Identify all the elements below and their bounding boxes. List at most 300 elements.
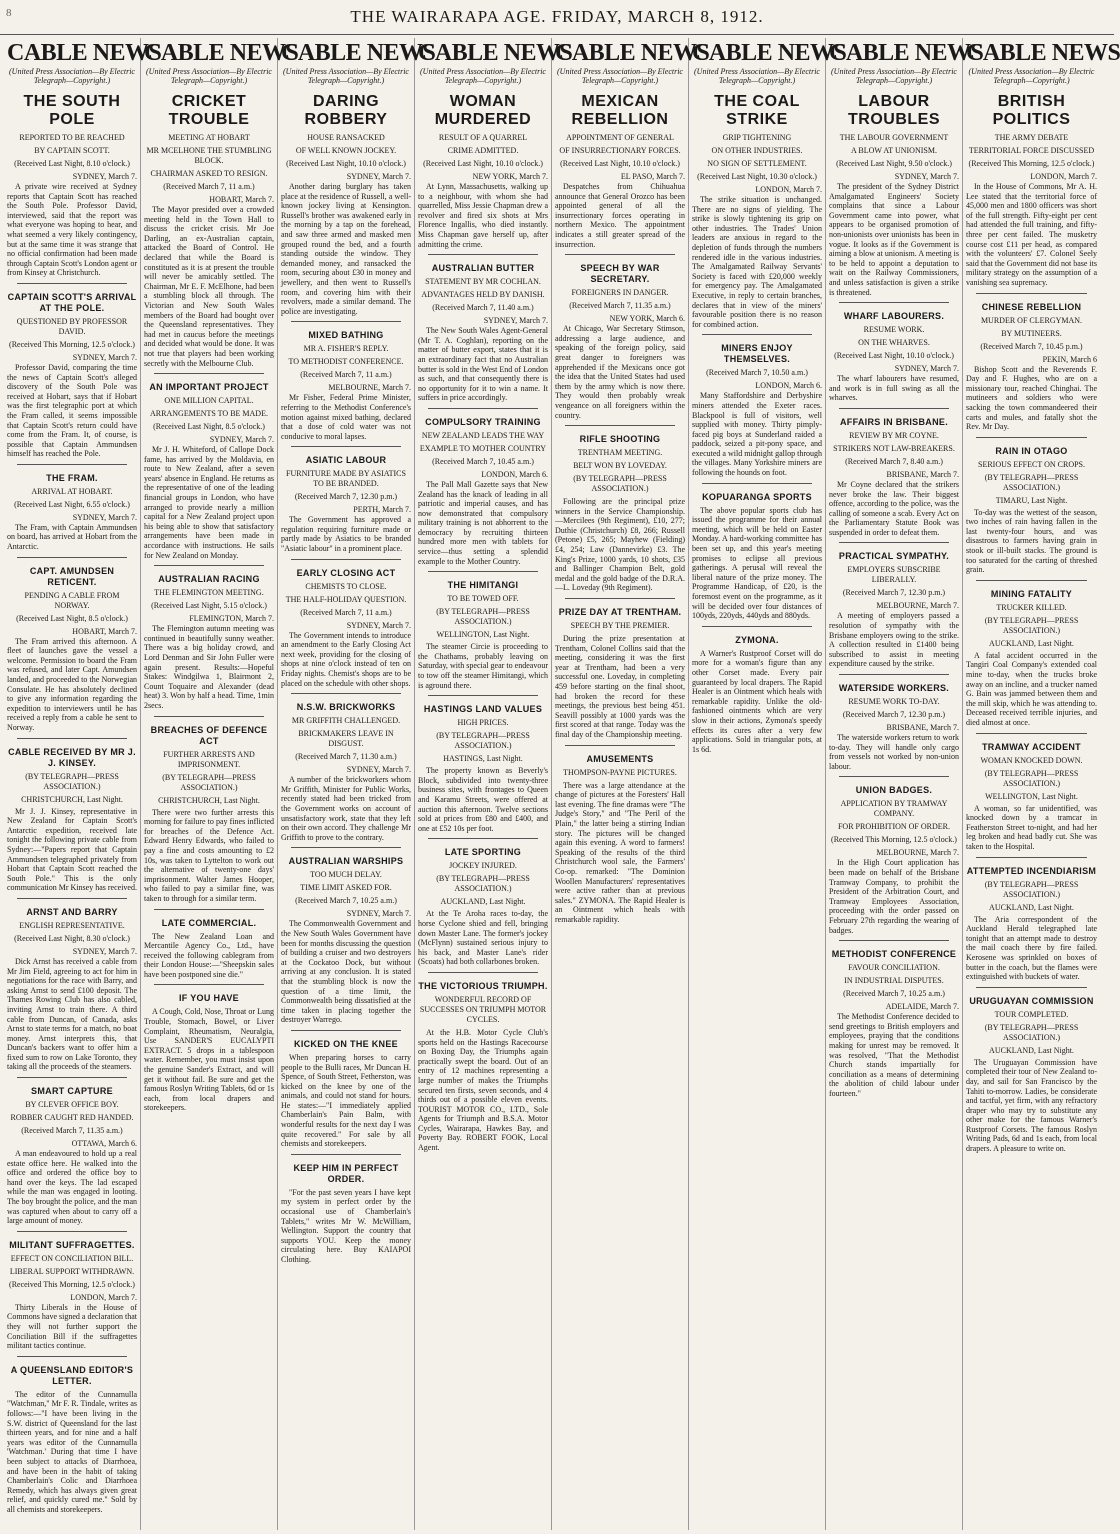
story-headline: CRICKET TROUBLE [168, 93, 250, 128]
story-subheading: MR A. FISHER'S REPLY. [303, 344, 389, 354]
cable-news-title: CABLE NEWS [692, 40, 847, 66]
story-headline: A QUEENSLAND EDITOR'S LETTER. [10, 1364, 134, 1386]
story-divider [839, 674, 949, 675]
cable-news-title: CABLE NEWS [829, 40, 984, 66]
story-subheading: ADVANTAGES HELD BY DANISH. [421, 290, 545, 300]
story-body: There were two further arrests this morning for failure to pay fines inflicted for breaches of the Defence Act. Edward Henry Edwards, who failed to pay a fine and costs amounting to £2 10s, was taken to Lyttelton to work out the alternative of twenty-one days' imprisonment. Walter James Hooper, who failed to pay a similar fine, was taken to through for a similar term. [144, 807, 274, 903]
masthead [0, 0, 1114, 35]
story-body: Following are the principal prize winners in the Service Championship. —Mercilees (9th Regiment), £10, 277; Duthie (Christchurch) £8, 266; Russell (Petone) £5, 265; Mayhew (Fielding) £4, 254; Law (Dannevirke) £3. The King's Prize, 1000 yards, 10 shots, £35 and Ballinger Champion Belt, gold medal and the gold badge of the D.R.A.—L. Loveday (9th Regiment). [555, 497, 685, 593]
dateline: BRISBANE, March 7. [886, 469, 959, 479]
story-body: The New Zealand Loan and Mercantile Agency Co., Ltd., have received the following cablegram from their London House:—"Sheepskin sales have been postponed sine die." [144, 931, 274, 979]
story-headline: METHODIST CONFERENCE [831, 949, 957, 960]
story-body: The Commonwealth Government and the New South Wales Government have been for months discussing the question of building a cruiser and two destroyers at the Cockatoo Dock, but without arriving at any conclusion. It is stated that the stumbling block is now the question of a time limit, the Commonwealth being dissatisfied at the time taken in placing together the destroyer Warrego. [281, 919, 411, 1025]
story-body: In the High Court application has been made on behalf of the Brisbane Tramway Company, to prohibit the President of the Arbitration Court, and Tramway Employees Association, proceeding with the order passed on February 27th regarding the wearing of badges. [829, 858, 959, 935]
dateline: SYDNEY, March 7. [894, 364, 959, 374]
dateline: SYDNEY, March 7. [72, 946, 137, 956]
received-line: (Received Last Night, 8.10 o'clock.) [14, 159, 130, 168]
dateline: LONDON, March 7. [755, 185, 822, 194]
story-body: The strike situation is unchanged. There are no signs of yielding. The strike is slowly tightening its grip on other industries. The Trades' Union leaders are anxious in regard to the depletion of funds through the numbers rendered idle in the various industries. The Amalgamated Railway Servants' Society is faced with £20,000 weekly for emergency pay. The Amalgamated Executive, in reply to certain branches, declares that in view of the miners' favourable position there is no reason for combined action. [692, 195, 822, 329]
story-body: Dick Arnst has received a cable from Mr Jim Field, agreeing to act for him in negotiations for the race with Barry, and asking Arnst to send £100 deposit. The Thames Rowing Club has also cabled, inviting Arnst to train there. A third cable from Duncan, of Canada, asks Arnst to state terms for a match, no boat money. Arnst interprets this, that Duncan's backers want to offer him a fixed sum to row on Lake Toronto, they taking all the proceeds of the steamers. [7, 956, 137, 1072]
story-body: During the prize presentation at Trentham, Colonel Collins said that the meeting, considering it was the first year at Trentham, had been a very successful one. Loveday, in completing 459 before starting on the final shoot, had broken the record for these meetings, the previous best being 451. Seavill possibly at 1000 yards was the first scored at that range. Today was the final day of the Championship meeting. [555, 634, 685, 739]
dateline: EL PASO, March 7. [620, 172, 685, 181]
story-headline: THE FRAM. [46, 472, 98, 483]
story-divider [291, 321, 401, 322]
column-1 [4, 38, 162, 1530]
story-body: Mr Fisher, Federal Prime Minister, referring to the Methodist Conference's motion against mixed bathing, declared that a dose of cold water was not conducive to moral lapses. [281, 393, 411, 441]
story-body: When preparing horses to carry people to the Bulli races, Mr Duncan H. Spence, of South Street, Fetherston, was kicked on the knee by one of the animals, and could not stand for hours. He states:—"I immediately applied Chamberlain's Pain Balm, with wonderful results for the next day I was quite recovered." For sale by all chemists and storekeepers. [281, 1052, 411, 1149]
story-body: The steamer Circie is proceeding to the Chathams, probably leaving on Saturday, with special gear to endeavour to tow off the steamer Himitangi, which is aground there. [418, 642, 548, 690]
story-headline: N.S.W. BRICKWORKS [296, 702, 396, 713]
story-headline: CAPTAIN SCOTT'S ARRIVAL AT THE POLE. [7, 291, 137, 313]
story-subheading: ON THE WHARVES. [858, 338, 930, 348]
story-subheading: RESULT OF A QUARREL [438, 133, 528, 142]
story-headline: PRACTICAL SYMPATHY. [838, 551, 950, 562]
story-headline: AUSTRALIAN WARSHIPS [288, 856, 404, 867]
story-body: The wharf labourers have resumed, and work is in full swing as all the wharves. [829, 374, 959, 403]
story-divider [702, 626, 812, 627]
story-subheading: (BY TELEGRAPH—PRESS ASSOCIATION.) [436, 731, 530, 751]
cable-news-title: CABLE NEWS [555, 40, 710, 66]
story-body: At Lynn, Massachusetts, walking up to a neighbour, with whom she had quarrelled, Miss Jessie Chapman drew a revolver and fired six shots at Mrs Florence Ingallis, who died instantly. Miss Chapman gave herself up, after admitting the crime. [418, 182, 548, 249]
story-body: The Aria correspondent of the Auckland Herald telegraphed late tonight that an attempt made to destroy the mail coach there by fire failed. Kerosene was sprinkled on boxes of butter in the coach, but the flames were extinguished with buckets of water. [966, 914, 1097, 982]
story-subheading: TRENTHAM MEETING. [577, 448, 663, 458]
story-body: A number of the brickworkers whom Mr Griffith, Minister for Public Works, recently stated had been tricked from the Government works on account of unsatisfactory work, state that they left on their own accord. They challenge Mr Griffith to prove to the contrary. [281, 775, 411, 842]
story-divider [291, 446, 401, 447]
received-line: CHRISTCHURCH, Last Night. [158, 795, 260, 805]
received-line: (Received March 7, 10.50 a.m.) [706, 368, 808, 378]
story-headline: MINERS ENJOY THEMSELVES. [721, 343, 793, 365]
story-headline: TRAMWAY ACCIDENT [982, 741, 1081, 752]
story-body: A man endeavoured to hold up a real estate office here. He walked into the office and ordered the office boy to hand over the keys. The lad escaped while the man was engaged in looting. The boy brought the police, and the man was captured when about to carry off a large amount of money. [7, 1149, 137, 1226]
received-line: (Received This Morning, 12.5 o'clock.) [9, 1279, 135, 1289]
story-subheading: RESUME WORK TO-DAY. [848, 697, 940, 707]
story-subheading: TO BE TOWED OFF. [447, 594, 519, 604]
story-headline: MINING FATALITY [990, 588, 1073, 599]
dateline: MELBOURNE, March 7. [876, 601, 959, 611]
story-subheading: REPORTED TO BE REACHED [19, 133, 125, 142]
received-line: TIMARU, Last Night. [995, 495, 1068, 505]
story-divider [976, 293, 1087, 294]
story-divider [17, 464, 127, 465]
story-headline: ASIATIC LABOUR [305, 455, 387, 466]
story-divider [976, 857, 1087, 858]
story-headline: AUSTRALIAN BUTTER [431, 263, 535, 274]
received-line: (Received March 7, 10.45 p.m.) [980, 341, 1083, 351]
story-divider [291, 559, 401, 560]
received-line: (Received This Morning, 12.5 o'clock.) [831, 835, 957, 845]
received-line: (Received March 7, 11 a.m.) [300, 370, 392, 380]
story-subheading: EFFECT ON CONCILIATION BILL. [10, 1253, 134, 1263]
story-subheading: JOCKEY INJURED. [449, 861, 517, 871]
story-body: The Methodist Conference decided to send greetings to British employers and employees, praying that the conditions making for unrest may be removed. It was resolved, "That the Methodist Church stands impartially for conciliation as a means of determining the abolition of child labour under fourteen." [829, 1012, 959, 1098]
story-headline: BRITISH POLITICS [992, 93, 1071, 128]
story-subheading: WOMAN KNOCKED DOWN. [980, 755, 1083, 765]
story-headline: MILITANT SUFFRAGETTES. [9, 1239, 135, 1250]
story-headline: KOPUARANGA SPORTS [702, 491, 812, 502]
received-line: (Received Last Night, 9.50 o'clock.) [836, 159, 952, 168]
story-headline: WOMAN MURDERED [434, 93, 532, 128]
story-subheading: TO METHODIST CONFERENCE. [288, 357, 404, 367]
story-subheading: FOR PROHIBITION OF ORDER. [837, 822, 950, 832]
cable-news-title: CABLE NEWS [281, 40, 436, 66]
story-subheading: CRIME ADMITTED. [447, 146, 519, 155]
received-line: (Received Last Night, 10.10 o'clock.) [423, 159, 543, 168]
story-headline: EARLY CLOSING ACT [296, 567, 396, 578]
press-attribution: (United Press Association—By Electric Telegraph—Copyright.) [146, 67, 272, 85]
dateline: HOBART, March 7. [209, 195, 274, 204]
received-line: (Received Last Night, 10.10 o'clock.) [286, 159, 406, 168]
story-body: The Flemington autumn meeting was continued in beautifully sunny weather. There was a big holiday crowd, and Lord Denman and Sir John Fuller were again present. Results:—Hopeful Stakes: Windgilwa 1, Blairmont 2, Count Toquaire and Alexander (dead heat) 3. Won by half a head. Time, 1min 2secs. [144, 624, 274, 710]
story-headline: LATE COMMERCIAL. [161, 917, 257, 928]
dateline: FLEMINGTON, March 7. [189, 614, 274, 624]
story-subheading: A BLOW AT UNIONISM. [851, 146, 937, 155]
story-divider [565, 745, 675, 746]
received-line: (Received Last Night, 10.10 o'clock.) [834, 351, 954, 361]
story-subheading: IN INDUSTRIAL DISPUTES. [844, 976, 944, 986]
received-line: (Received March 7, 11.35 a.m.) [569, 301, 671, 311]
press-attribution: (United Press Association—By Electric Telegraph—Copyright.) [283, 67, 409, 85]
story-subheading: (BY TELEGRAPH—PRESS ASSOCIATION.) [436, 607, 530, 627]
story-subheading: THE ARMY DEBATE [994, 133, 1069, 142]
story-headline: AN IMPORTANT PROJECT [149, 382, 269, 393]
received-line: (Received March 7, 11.40 a.m.) [432, 303, 534, 313]
column-6 [689, 38, 847, 1530]
story-subheading: OF WELL KNOWN JOCKEY. [295, 146, 397, 155]
dateline: SYDNEY, March 7. [209, 435, 274, 445]
story-divider [565, 425, 675, 426]
received-line: AUCKLAND, Last Night. [440, 897, 526, 907]
story-divider [976, 733, 1087, 734]
story-subheading: MEETING AT HOBART [168, 133, 250, 142]
story-subheading: TOO MUCH DELAY. [310, 870, 382, 880]
story-subheading: QUESTIONED BY PROFESSOR DAVID. [16, 316, 128, 336]
received-line: (Received This Morning, 12.5 o'clock.) [9, 339, 135, 349]
story-subheading: STATEMENT BY MR COCHLAN. [425, 277, 541, 287]
story-headline: THE HIMITANGI [447, 580, 519, 591]
story-divider [17, 898, 127, 899]
press-attribution: (United Press Association—By Electric Telegraph—Copyright.) [9, 67, 135, 85]
dateline: OTTAWA, March 6. [71, 1139, 137, 1149]
story-headline: MEXICAN REBELLION [571, 93, 669, 128]
story-body: The Uruguayan Commission have completed their tour of New Zealand to-day, and sail for San Francisco by the Tahiti to-morrow. Ladies, be considerate and tactful, yet firm, with any refractory draper who may try to substitute any other make for the famous Warner's Rustproof Corsets. The famous Roslyn Writing Pads, 6d and 1s each, from local drapers. A pleasure to write on. [966, 1057, 1097, 1154]
story-divider [565, 254, 675, 255]
story-headline: IF YOU HAVE [179, 993, 239, 1004]
received-line: (Received Last Night, 8.5 o'clock.) [16, 613, 128, 623]
dateline: LONDON, March 7. [70, 1292, 137, 1302]
story-body: Professor David, comparing the time the news of Captain Scott's alleged discovery of the South Pole was received at Hobart, says that if Hobart was the first telegraphic port at which the Fram called, it seems impossible that Captain Scott's return could have come from the Fram. It, of course, is possible that Captain Ammundsen himself has reached the Pole. [7, 362, 137, 459]
story-body: There was a large attendance at the change of pictures at the Foresters' Hall last evening. The fine dramas were "The Judge's Story," and "The Peril of the Plain," the latter being a stirring Indian story. The pictures will be changed again this evening. A word to farmers! Speaking of the results of the third Christchurch wool sale, the Farmers' Co-op. remarked: "The Dominion Woollen Manufacturers' representatives were active rather than at previous sales." ZYMONA. The Rapid Healer is an Ointment which heals with remarkable rapidity. [555, 780, 685, 924]
story-subheading: FAVOUR CONCILIATION. [848, 963, 940, 973]
story-divider [839, 776, 949, 777]
story-headline: LABOUR TROUBLES [848, 93, 940, 128]
story-divider [976, 437, 1087, 438]
story-subheading: FOREIGNERS IN DANGER. [571, 288, 669, 298]
story-subheading: TOUR COMPLETED. [994, 1009, 1069, 1019]
story-body: Mr Coyne declared that the strikers never broke the law. Their biggest offence, according to the police, was the calling of someone a scab. Every Act on the Parliamentary Statute Book was suspended in order to defeat them. [829, 479, 959, 537]
story-body: The Fram arrived this afternoon. A fleet of launches gave the vessel a welcome. Permission to board the Fram was refused, and later Capt. Amundsen landed, and proceeded to the Norwegian Consulate. He has absolutely declined to give any information regarding the expedition to interviewers until he has received a reply from a cable he sent to Norway. [7, 636, 137, 732]
column-7 [826, 38, 984, 1530]
story-divider [428, 695, 538, 696]
story-subheading: THE LABOUR GOVERNMENT [839, 133, 949, 142]
story-subheading: RESUME WORK. [863, 325, 925, 335]
story-headline: LATE SPORTING [444, 847, 522, 858]
story-subheading: BY CAPTAIN SCOTT. [34, 146, 110, 155]
story-subheading: PENDING A CABLE FROM NORWAY. [24, 590, 120, 610]
story-body: The Pall Mall Gazette says that New Zealand has the knack of leading in all patriotic and imperial causes, and has now demonstrated that compulsory military training is not abhorrent to the democracy by recruiting thirteen hundred more men with tablets for service—thus setting a splendid example to the Mother Country. [418, 479, 548, 566]
story-subheading: (BY TELEGRAPH—PRESS ASSOCIATION.) [984, 879, 1079, 899]
story-subheading: ENGLISH REPRESENTATIVE. [19, 920, 125, 930]
story-body: The above popular sports club has issued the programme for their annual meeting, which will be held on Easter Monday. A hard-working committee has been set up, and this year's meeting promises to eclipse all previous gatherings. A perusal will reveal the liberal nature of the prize money. The Programme Handicap, of £20, is the foremost event on the programme, as it will be decided over four distances of 100yds, 220yds, 440yds and 880yds. [692, 505, 822, 621]
story-subheading: MURDER OF CLERGYMAN. [980, 315, 1083, 325]
story-headline: DARING ROBBERY [304, 93, 388, 128]
story-divider [154, 373, 264, 374]
story-subheading: SERIOUS EFFECT ON CROPS. [978, 459, 1085, 469]
story-body: A private wire received at Sydney reports that Captain Scott has reached the South Pole. Professor David, interviewed, said that the report was what everyone was hoping to hear, and what seemed a very likely contingency, but at the same time it was strange that no official confirmation had been made through Captain Scott's London agent or from Kinsey at Christchurch. [7, 182, 137, 278]
story-subheading: FURTHER ARRESTS AND IMPRISONMENT. [163, 749, 255, 769]
story-divider [428, 408, 538, 409]
story-headline: MIXED BATHING [308, 330, 384, 341]
received-line: CHRISTCHURCH, Last Night. [21, 794, 123, 804]
story-subheading: WONDERFUL RECORD OF SUCCESSES ON TRIUMPH MOTOR CYCLES. [419, 994, 547, 1024]
story-headline: URUGUAYAN COMMISSION [969, 995, 1094, 1006]
dateline: SYDNEY, March 7. [346, 620, 411, 630]
story-subheading: TIME LIMIT ASKED FOR. [300, 883, 392, 893]
received-line: HASTINGS, Last Night. [443, 754, 523, 764]
story-subheading: ON OTHER INDUSTRIES. [711, 146, 803, 155]
column-5 [552, 38, 710, 1530]
press-attribution: (United Press Association—By Electric Telegraph—Copyright.) [968, 67, 1095, 85]
story-divider [291, 1030, 401, 1031]
received-line: (Received Last Night, 8.5 o'clock.) [153, 422, 265, 432]
story-body: A Warner's Rustproof Corset will do more for a woman's figure than any other Corset made. Every pair guaranteed by local drapers. The Rapid Healer is an Ointment which heals with remarkable rapidity. Unlike the old-fashioned ointments which are very slow in their actions, Zymona's speedy effects its cures after a very few applications. Sold in triangular pots, at 1s 6d. [692, 648, 822, 754]
story-subheading: ONE MILLION CAPITAL. [164, 396, 254, 406]
story-divider [702, 483, 812, 484]
story-headline: ARNST AND BARRY [26, 906, 118, 917]
story-subheading: (BY TELEGRAPH—PRESS ASSOCIATION.) [436, 874, 530, 894]
story-body: A Cough, Cold, Nose, Throat or Lung Trouble, Stomach, Bowel, or Liver Complaint, Rheumatism, Neuralgia, Use SANDER'S EUCALYPTI EXTRACT. 5 drops in a tablespoon water. Remember, you must insist upon the genuine Sander's Extract, and will get it without fail. Be sure and get the famous Roslyn Writing Tablets, 6d or 1s each, from local drapers and storekeepers. [144, 1007, 274, 1113]
story-subheading: APPOINTMENT OF GENERAL [566, 133, 674, 142]
story-subheading: SPEECH BY THE PREMIER. [570, 621, 670, 631]
dateline: MELBOURNE, March 7. [876, 848, 959, 858]
press-attribution: (United Press Association—By Electric Telegraph—Copyright.) [831, 67, 957, 85]
story-body: The waterside workers return to work to-day. They will handle only cargo from vessels not worked by non-union labour. [829, 733, 959, 771]
story-divider [17, 1231, 127, 1232]
story-divider [839, 408, 949, 409]
story-subheading: ROBBER CAUGHT RED HANDED. [10, 1113, 134, 1123]
received-line: (Received Last Night, 5.15 o'clock.) [151, 601, 267, 611]
received-line: (Received March 7, 10.25 a.m.) [843, 989, 945, 999]
story-body: Thirty Liberals in the House of Commons have signed a declaration that they will not further support the Conciliation Bill if the suffragettes militant tactics continue. [7, 1302, 137, 1351]
received-line: AUCKLAND, Last Night. [989, 902, 1074, 912]
story-body: A fatal accident occurred in the Tangiri Coal Company's extended coal mine to-day, when the trucks broke away on an incline, and a trucker named G. Bain was jammed between them and the mill skip, which he was attending to. Deceased received terrible injuries, and died almost at once. [966, 650, 1097, 727]
press-attribution: (United Press Association—By Electric Telegraph—Copyright.) [557, 67, 683, 85]
story-headline: RAIN IN OTAGO [995, 445, 1068, 456]
received-line: WELLINGTON, Last Night. [985, 791, 1078, 801]
story-subheading: BY CLEVER OFFICE BOY. [25, 1100, 119, 1110]
story-divider [17, 1356, 127, 1357]
received-line: WELLINGTON, Last Night. [436, 630, 530, 640]
received-line: (Received March 7, 11 a.m.) [163, 182, 255, 191]
story-subheading: BELT WON BY LOVEDAY. [573, 461, 667, 471]
story-headline: AFFAIRS IN BRISBANE. [839, 416, 948, 427]
story-body: At the H.B. Motor Cycle Club's sports held on the Hastings Racecourse on Boxing Day, the Triumphs again practically swept the board. Out of an entry of 12 machines representing a large number of makes the Triumphs secured ten firsts, seven seconds, and 4 thirds out of a possible eleven events. TOURIST MOTOR CO., LTD., Sole Agents for Triumph and B.S.A. Motor Cycles, Wairarapa, Hawkes Bay, and Poverty Bay. ROBERT FOOK, Local Agent. [418, 1027, 548, 1153]
dateline: SYDNEY, March 7. [483, 316, 548, 326]
story-subheading: FURNITURE MADE BY ASIATICS TO BE BRANDED. [286, 469, 406, 489]
story-subheading: GRIP TIGHTENING [722, 133, 792, 142]
cable-news-title: CABLE NEWS [966, 40, 1120, 66]
story-subheading: BY MUTINEERS. [1001, 328, 1062, 338]
story-headline: THE VICTORIOUS TRIUMPH. [418, 980, 548, 991]
dateline: SYDNEY, March 7. [72, 512, 137, 522]
story-subheading: STRIKERS NOT LAW-BREAKERS. [833, 443, 955, 453]
story-divider [976, 987, 1087, 988]
dateline: HOBART, March 7. [72, 626, 137, 636]
story-divider [839, 302, 949, 303]
story-subheading: REVIEW BY MR COYNE. [849, 430, 939, 440]
story-headline: CABLE RECEIVED BY MR J. J. KINSEY. [8, 746, 136, 768]
story-body: In the House of Commons, Mr A. H. Lee stated that the territorial force of 45,000 men and 1800 officers was short of the full strength. Fifty-eight per cent had attended the full training, and fifty-three per cent failed. The musketry course cost £11 per head, as compared with the volunteers' £7. Colonel Seely said that the Government did not base its military strategy on the assumption of a vanishing sea supremacy. [966, 182, 1097, 287]
story-subheading: TERRITORIAL FORCE DISCUSSED [968, 146, 1095, 155]
dateline: BRISBANE, March 7. [886, 723, 959, 733]
received-line: AUCKLAND, Last Night. [989, 638, 1074, 648]
story-body: To-day was the wettest of the season, two inches of rain having fallen in the last twenty-four hours, and was disastrous to farmers having grain in stook or ill-built stacks. The ground is too saturated for the carting of threshed grain. [966, 507, 1097, 575]
story-headline: WHARF LABOURERS. [843, 311, 945, 322]
story-headline: THE COAL STRIKE [714, 93, 800, 128]
newspaper-page [4, 38, 1120, 1530]
story-body: Many Staffordshire and Derbyshire miners attended the Exeter races. Blackpool is full of visitors, well supplied with money. Thirty pimply-faced pig boys at Sunderland raided a paddock, seized a pit-pony space, and executed a wild midnight gallop through the villages. Many Yorkshire miners are following the hounds on foot. [692, 391, 822, 478]
story-subheading: NO SIGN OF SETTLEMENT. [707, 159, 807, 168]
dateline: SYDNEY, March 7. [72, 172, 137, 181]
received-line: (Received Last Night, 10.10 o'clock.) [560, 159, 680, 168]
cable-news-title: CABLE NEWS [7, 40, 162, 66]
story-headline: WATERSIDE WORKERS. [838, 683, 950, 694]
story-subheading: (BY TELEGRAPH—PRESS ASSOCIATION.) [162, 772, 256, 792]
dateline: SYDNEY, March 7. [894, 172, 959, 181]
story-divider [565, 598, 675, 599]
story-divider [291, 1154, 401, 1155]
dateline: LONDON, March 7. [1030, 172, 1097, 181]
received-line: (Received March 7, 10.45 a.m.) [432, 456, 534, 466]
story-subheading: CHAIRMAN ASKED TO RESIGN. [150, 169, 268, 178]
story-subheading: TRUCKER KILLED. [996, 602, 1067, 612]
received-line: (Received This Morning, 12.5 o'clock.) [968, 159, 1095, 168]
story-body: A meeting of employers passed a resolution of sympathy with the Brisbane employers owing to the strike. A collection resulted in £1400 being subscribed to assist in meeting expenditure caused by the strike. [829, 611, 959, 669]
dateline: SYDNEY, March 7. [72, 352, 137, 362]
received-line: (Received March 7, 12.30 p.m.) [842, 710, 946, 720]
column-2 [141, 38, 299, 1530]
story-divider [839, 542, 949, 543]
story-subheading: HIGH PRICES. [457, 718, 509, 728]
story-subheading: LIBERAL SUPPORT WITHDRAWN. [9, 1266, 135, 1276]
received-line: AUCKLAND, Last Night. [989, 1045, 1074, 1055]
dateline: ADELAIDE, March 7. [885, 1002, 959, 1012]
received-line: (Received March 7, 8.40 a.m.) [845, 456, 943, 466]
story-headline: KICKED ON THE KNEE [294, 1038, 398, 1049]
story-body: At Chicago, War Secretary Stimson, addressing a large audience, and speaking of the foreign policy, said great danger to foreigners was apprehended if the Mexicans once got the idea that the United States had used them by the army which is now there. They would then probably wreak vengeance on all foreigners within the country. [555, 324, 685, 420]
story-body: Mr J. J. Kinsey, representative in New Zealand for Captain Scott's Antarctic expedition, received late tonight the following private cable from Sydney:—"Papers report that Captain Ammundsen telegraphed privately from Hobart that Captain Scott reached the South Pole." This is the only communication Mr Kinsey has received. [7, 806, 137, 893]
story-subheading: (BY TELEGRAPH—PRESS ASSOCIATION.) [25, 771, 119, 791]
story-headline: KEEP HIM IN PERFECT ORDER. [293, 1162, 399, 1184]
story-divider [154, 984, 264, 985]
story-divider [976, 580, 1087, 581]
story-subheading: (BY TELEGRAPH—PRESS ASSOCIATION.) [573, 474, 667, 494]
story-divider [17, 557, 127, 558]
story-subheading: MR MCELHONE THE STUMBLING BLOCK. [146, 146, 272, 165]
story-body: Mr J. H. Whiteford, of Callope Dock fame, has arrived by the Moldavia, en route to New Zealand, after a seven years' absence in England. He returns as the representative of one of the leading financial groups in London, who have arranged to provide nearly a million capital for a New Zealand project upon his being able to show that satisfactory arrangements have been made in accordance with instructions. He sails for New Zealand on Monday. [144, 445, 274, 560]
story-headline: BREACHES OF DEFENCE ACT [150, 724, 268, 746]
story-subheading: MR GRIFFITH CHALLENGED. [291, 716, 401, 726]
story-body: Another daring burglary has taken place at the residence of Russell, a well-known jockey living at Kensington. Russell's brother was awakened early in the morning by a tap on the forehead, and saw three armed and masked men grouped round the bed, and a fourth standing outside the window. They demanded money, and ransacked the room, securing about £30 in money and jewellery, and then went to Russell's room, and covering him with their revolvers, made a similar demand. The police are investigating. [281, 182, 411, 316]
story-body: The president of the Sydney District Amalgamated Engineers' Society complains that since a Labour Government came into power, what appears to be organised promotion of non-unionists over unionists has been in vogue. It looks as if the Government is aiming a blow at unionism. A meeting is to be held to appoint a deputation to wait on the Railway Commissioners, and unless satisfaction is given a strike is threatened. [829, 182, 959, 297]
column-4 [415, 38, 573, 1530]
story-headline: CAPT. AMUNDSEN RETICENT. [29, 565, 115, 587]
story-subheading: THE HALF-HOLIDAY QUESTION. [285, 594, 407, 604]
column-8 [963, 38, 1120, 1530]
story-subheading: ARRIVAL AT HOBART. [31, 486, 113, 496]
story-divider [17, 738, 127, 739]
press-attribution: (United Press Association—By Electric Telegraph—Copyright.) [420, 67, 546, 85]
story-subheading: EMPLOYERS SUBSCRIBE LIBERALLY. [847, 565, 941, 585]
cable-news-title: CABLE NEWS [418, 40, 573, 66]
story-subheading: APPLICATION BY TRAMWAY COMPANY. [840, 799, 948, 819]
story-subheading: THOMPSON-PAYNE PICTURES. [563, 767, 677, 777]
story-body: The Mayor presided over a crowded meeting held in the Town Hall to discuss the cricket crisis. Mr Joe Darling, an ex-Australian captain, attacked the Board of Control. He declared that while the Board is constituted as it is at present the trouble will never be amicably settled. The Chairman, Mr E. F. McElhone, had been a stumbling block all through. The Victorian and New South Wales members of the Board had bought over the Queensland representatives. They had met in caucus before the meetings and decided what would be done. It was not true that players had been working secretly with the Melbourne Club. [144, 205, 274, 368]
story-body: "For the past seven years I have kept my system in perfect order by the occasional use of Chamberlain's Tablets," writes Mr W. McWilliam, Wellington. Support the country that supports YOU. Keep the money circulating here. Buy KAIAPOI Clothing. [281, 1187, 411, 1264]
story-subheading: THE FLEMINGTON MEETING. [154, 588, 264, 598]
story-body: The Fram, with Captain Ammundsen on board, has arrived at Hobart from the Antarctic. [7, 522, 137, 552]
masthead-title: THE WAIRARAPA AGE. FRIDAY, MARCH 8, 1912. [350, 7, 764, 26]
received-line: (Received Last Night, 6.55 o'clock.) [14, 499, 130, 509]
story-headline: CHINESE REBELLION [981, 301, 1082, 312]
received-line: (Received March 7, 12.30 p.m.) [842, 588, 946, 598]
story-body: The Government has approved a regulation requiring furniture made or partly made by Asiatics to be branded "Asiatic labour" in a prominent place. [281, 515, 411, 554]
story-subheading: OF INSURRECTIONARY FORCES. [559, 146, 681, 155]
story-body: The Government intends to introduce an amendment to the Early Closing Act next week, providing for the closing of shops at nine o'clock instead of ten on Friday nights. Chemist's shops are to be placed on the schedule with other shops. [281, 630, 411, 688]
received-line: (Received Last Night, 8.30 o'clock.) [14, 933, 130, 943]
story-subheading: CHEMISTS TO CLOSE. [305, 581, 387, 591]
cable-news-title: CABLE NEWS [144, 40, 299, 66]
received-line: (Received March 7, 11 a.m.) [300, 607, 392, 617]
press-attribution: (United Press Association—By Electric Telegraph—Copyright.) [694, 67, 820, 85]
story-headline: ATTEMPTED INCENDIARISM [966, 865, 1097, 876]
story-headline: UNION BADGES. [855, 785, 933, 796]
story-headline: SMART CAPTURE [31, 1086, 113, 1097]
page-marker: 8 [6, 7, 13, 19]
dateline: LONDON, March 6. [481, 469, 548, 479]
story-divider [428, 254, 538, 255]
story-subheading: (BY TELEGRAPH—PRESS ASSOCIATION.) [984, 768, 1079, 788]
story-subheading: (BY TELEGRAPH—PRESS ASSOCIATION.) [984, 615, 1079, 635]
story-divider [291, 847, 401, 848]
dateline: LONDON, March 6. [755, 381, 822, 391]
story-headline: RIFLE SHOOTING [579, 434, 661, 445]
received-line: (Received Last Night, 10.30 o'clock.) [697, 172, 817, 181]
received-line: (Received March 7, 10.25 a.m.) [295, 896, 397, 906]
dateline: SYDNEY, March 7. [346, 172, 411, 181]
story-headline: THE SOUTH POLE [23, 93, 121, 128]
story-body: A woman, so far unidentified, was knocked down by a tramcar in Featherston Street to-night, and had her leg broken and head badly cut. She was taken to the Hospital. [966, 803, 1097, 851]
story-headline: AUSTRALIAN RACING [158, 574, 260, 585]
story-subheading: NEW ZEALAND LEADS THE WAY [421, 430, 545, 440]
story-subheading: HOUSE RANSACKED [307, 133, 385, 142]
dateline: PEKIN, March 6 [1042, 354, 1097, 364]
received-line: (Received March 7, 11.30 a.m.) [295, 752, 397, 762]
story-body: The editor of the Cunnamulla "Watchman," Mr F. R. Tindale, writes as follows:—"I have been living in the S.W. district of Queensland for the last thirteen years, and for nine and a half years was editor of the Cunnamulla 'Watchman.' During that time I have been subject to attacks of Diarrhoea, and have been in the habit of taking Chamberlain's Colic and Diarrhoea Remedy, which has always given great relief, and quickly cured me." Sold by all chemists and storekeepers. [7, 1389, 137, 1514]
story-headline: COMPULSORY TRAINING [425, 416, 541, 427]
story-headline: AMUSEMENTS [586, 753, 654, 764]
column-3 [278, 38, 436, 1530]
story-divider [839, 940, 949, 941]
